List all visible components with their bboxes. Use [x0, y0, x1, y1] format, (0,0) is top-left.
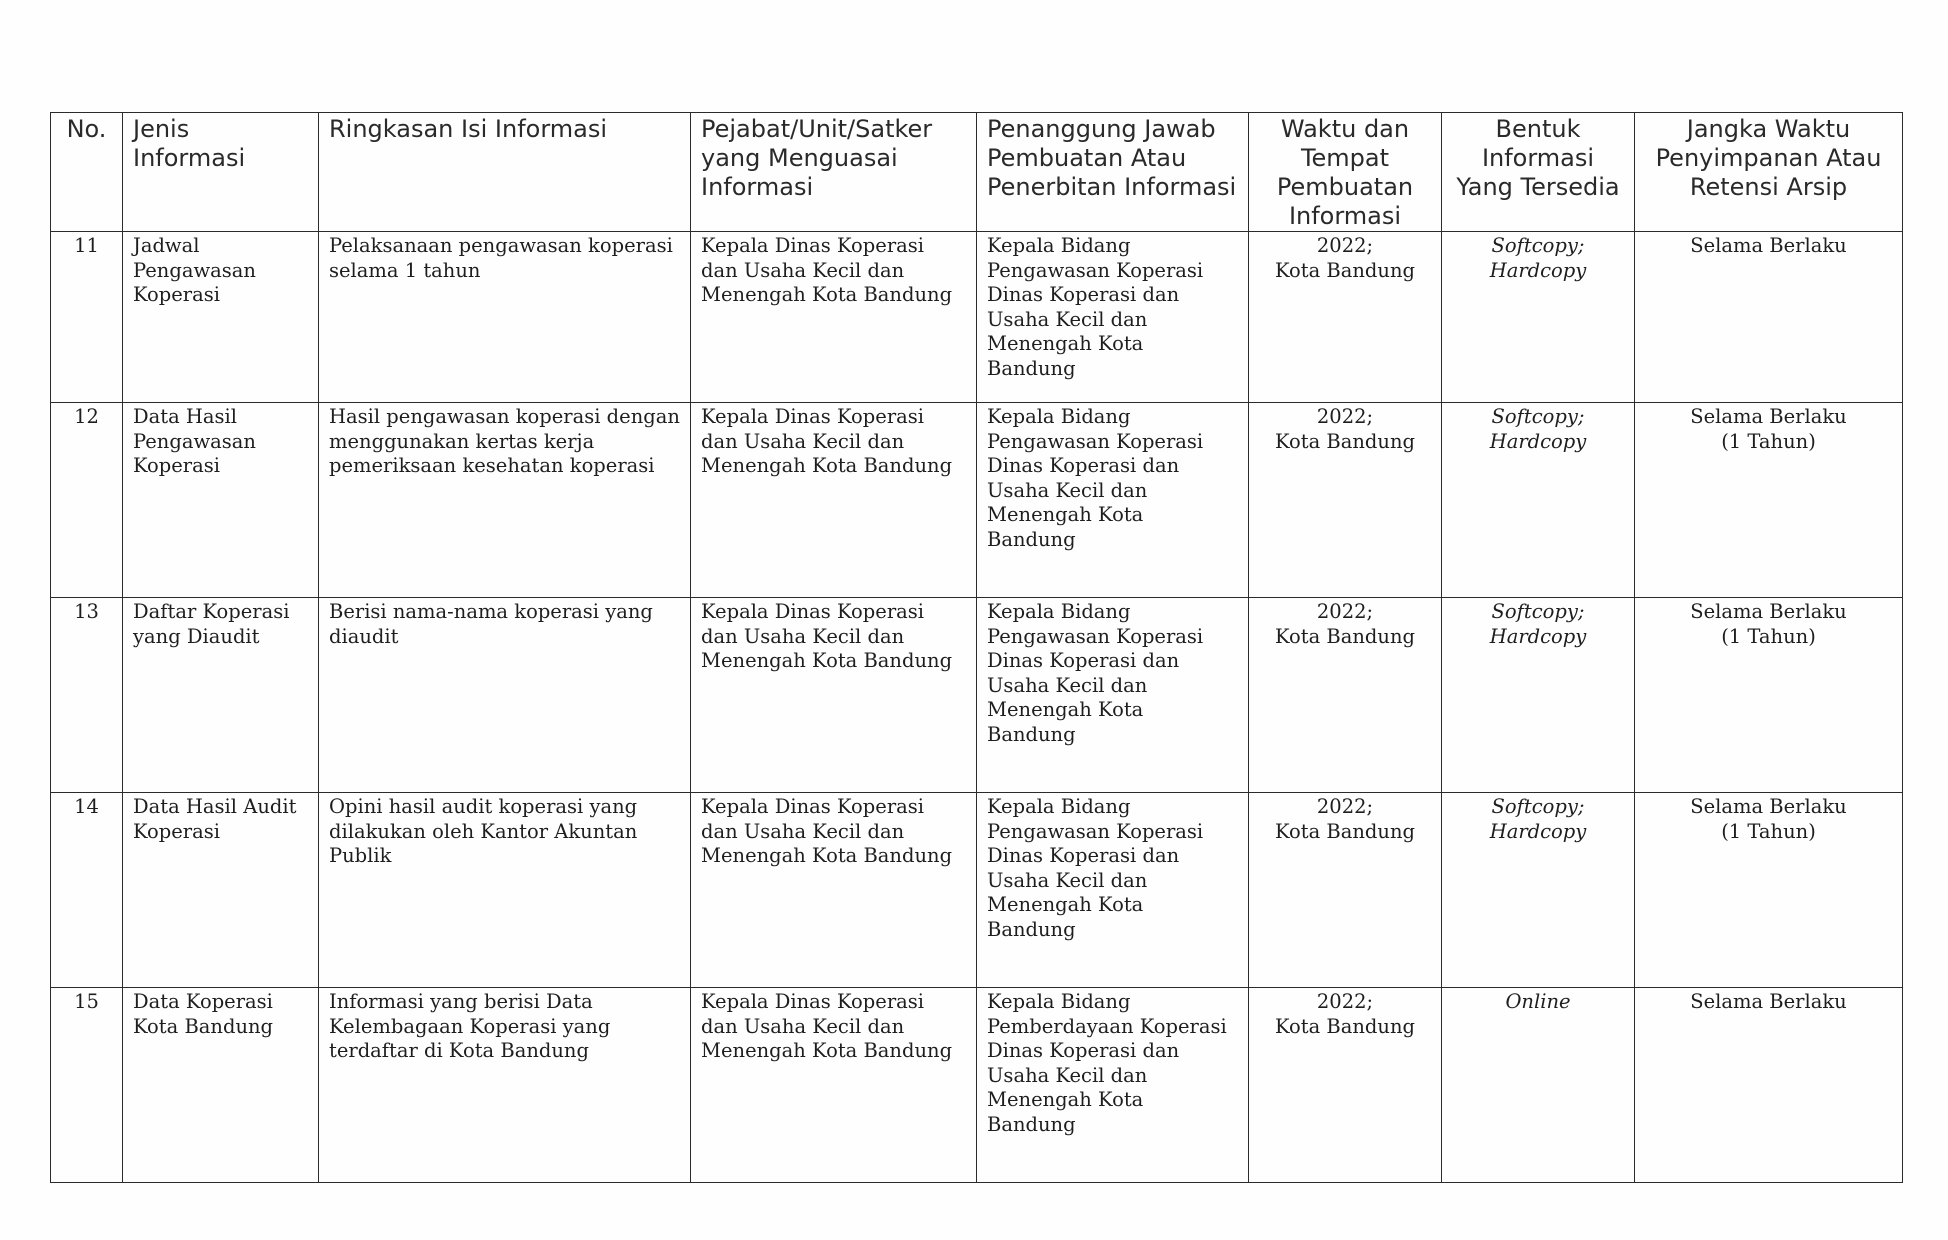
cell-no: 15	[51, 988, 123, 1183]
cell-jangka	[1635, 988, 1903, 1183]
cell-pejabat: Kepala Dinas Koperasi dan Usaha Kecil dan Menengah Kota Bandung	[691, 988, 977, 1183]
cell-jangka	[1635, 598, 1903, 793]
header-row	[51, 113, 1903, 232]
cell-waktu-text: 2022; Kota Bandung	[1274, 234, 1416, 282]
cell-pejabat: Kepala Dinas Koperasi dan Usaha Kecil dan Menengah Kota Bandung	[691, 232, 977, 403]
cell-no: 14	[51, 793, 123, 988]
header-penanggung-jawab: Penanggung Jawab Pembuatan Atau Penerbitan Informasi	[977, 113, 1249, 232]
cell-penanggung: Kepala Bidang Pengawasan Koperasi Dinas Koperasi dan Usaha Kecil dan Menengah Kota Bandung	[977, 598, 1249, 793]
cell-waktu-text: 2022; Kota Bandung	[1274, 795, 1416, 843]
cell-no: 13	[51, 598, 123, 793]
cell-bentuk-text: Online	[1505, 990, 1571, 1013]
cell-pejabat: Kepala Dinas Koperasi dan Usaha Kecil dan Menengah Kota Bandung	[691, 793, 977, 988]
cell-bentuk	[1442, 598, 1635, 793]
cell-bentuk-text: Softcopy; Hardcopy	[1489, 234, 1587, 282]
cell-waktu	[1249, 988, 1442, 1183]
cell-penanggung: Kepala Bidang Pengawasan Koperasi Dinas Koperasi dan Usaha Kecil dan Menengah Kota Bandung	[977, 403, 1249, 598]
cell-ringkasan: Pelaksanaan pengawasan koperasi selama 1 tahun	[319, 232, 691, 403]
table-body	[51, 232, 1903, 1183]
cell-penanggung: Kepala Bidang Pengawasan Koperasi Dinas Koperasi dan Usaha Kecil dan Menengah Kota Bandung	[977, 232, 1249, 403]
cell-no: 11	[51, 232, 123, 403]
cell-waktu	[1249, 793, 1442, 988]
cell-waktu-text: 2022; Kota Bandung	[1274, 600, 1416, 648]
table-row	[51, 232, 1903, 403]
cell-waktu	[1249, 598, 1442, 793]
cell-bentuk	[1442, 232, 1635, 403]
cell-jenis: Data Hasil Pengawasan Koperasi	[123, 403, 319, 598]
table-row	[51, 793, 1903, 988]
cell-ringkasan: Informasi yang berisi Data Kelembagaan Koperasi yang terdaftar di Kota Bandung	[319, 988, 691, 1183]
cell-jangka-text: Selama Berlaku (1 Tahun)	[1690, 405, 1847, 453]
table-row	[51, 988, 1903, 1183]
header-pejabat: Pejabat/Unit/Satker yang Menguasai Informasi	[691, 113, 977, 232]
cell-jenis: Jadwal Pengawasan Koperasi	[123, 232, 319, 403]
cell-jenis: Data Koperasi Kota Bandung	[123, 988, 319, 1183]
table-row	[51, 598, 1903, 793]
header-no: No.	[51, 113, 123, 232]
cell-jangka-text: Selama Berlaku	[1690, 234, 1847, 257]
cell-no: 12	[51, 403, 123, 598]
cell-waktu-text: 2022; Kota Bandung	[1274, 405, 1416, 453]
header-jangka-waktu: Jangka Waktu Penyimpanan Atau Retensi Arsip	[1635, 113, 1903, 232]
cell-waktu	[1249, 232, 1442, 403]
header-ringkasan: Ringkasan Isi Informasi	[319, 113, 691, 232]
cell-jangka	[1635, 403, 1903, 598]
cell-bentuk-text: Softcopy; Hardcopy	[1489, 405, 1587, 453]
cell-pejabat: Kepala Dinas Koperasi dan Usaha Kecil dan Menengah Kota Bandung	[691, 598, 977, 793]
cell-waktu	[1249, 403, 1442, 598]
cell-jangka-text: Selama Berlaku	[1690, 990, 1847, 1013]
cell-bentuk	[1442, 988, 1635, 1183]
cell-ringkasan: Hasil pengawasan koperasi dengan menggunakan kertas kerja pemeriksaan kesehatan koperasi	[319, 403, 691, 598]
cell-waktu-text: 2022; Kota Bandung	[1274, 990, 1416, 1038]
header-waktu-tempat: Waktu dan Tempat Pembuatan Informasi	[1249, 113, 1442, 232]
cell-jangka-text: Selama Berlaku (1 Tahun)	[1690, 600, 1847, 648]
information-list-table	[50, 112, 1903, 1183]
cell-bentuk	[1442, 793, 1635, 988]
cell-jenis: Daftar Koperasi yang Diaudit	[123, 598, 319, 793]
cell-bentuk-text: Softcopy; Hardcopy	[1489, 795, 1587, 843]
cell-penanggung: Kepala Bidang Pemberdayaan Koperasi Dinas Koperasi dan Usaha Kecil dan Menengah Kota Bandung	[977, 988, 1249, 1183]
cell-penanggung: Kepala Bidang Pengawasan Koperasi Dinas Koperasi dan Usaha Kecil dan Menengah Kota Bandung	[977, 793, 1249, 988]
cell-ringkasan: Berisi nama-nama koperasi yang diaudit	[319, 598, 691, 793]
cell-bentuk	[1442, 403, 1635, 598]
header-jenis-informasi: Jenis Informasi	[123, 113, 319, 232]
header-bentuk: Bentuk Informasi Yang Tersedia	[1442, 113, 1635, 232]
table-header	[51, 113, 1903, 232]
cell-jangka-text: Selama Berlaku (1 Tahun)	[1690, 795, 1847, 843]
cell-pejabat: Kepala Dinas Koperasi dan Usaha Kecil dan Menengah Kota Bandung	[691, 403, 977, 598]
cell-bentuk-text: Softcopy; Hardcopy	[1489, 600, 1587, 648]
cell-jangka	[1635, 232, 1903, 403]
table-row	[51, 403, 1903, 598]
cell-jenis: Data Hasil Audit Koperasi	[123, 793, 319, 988]
cell-ringkasan: Opini hasil audit koperasi yang dilakukan oleh Kantor Akuntan Publik	[319, 793, 691, 988]
cell-jangka	[1635, 793, 1903, 988]
